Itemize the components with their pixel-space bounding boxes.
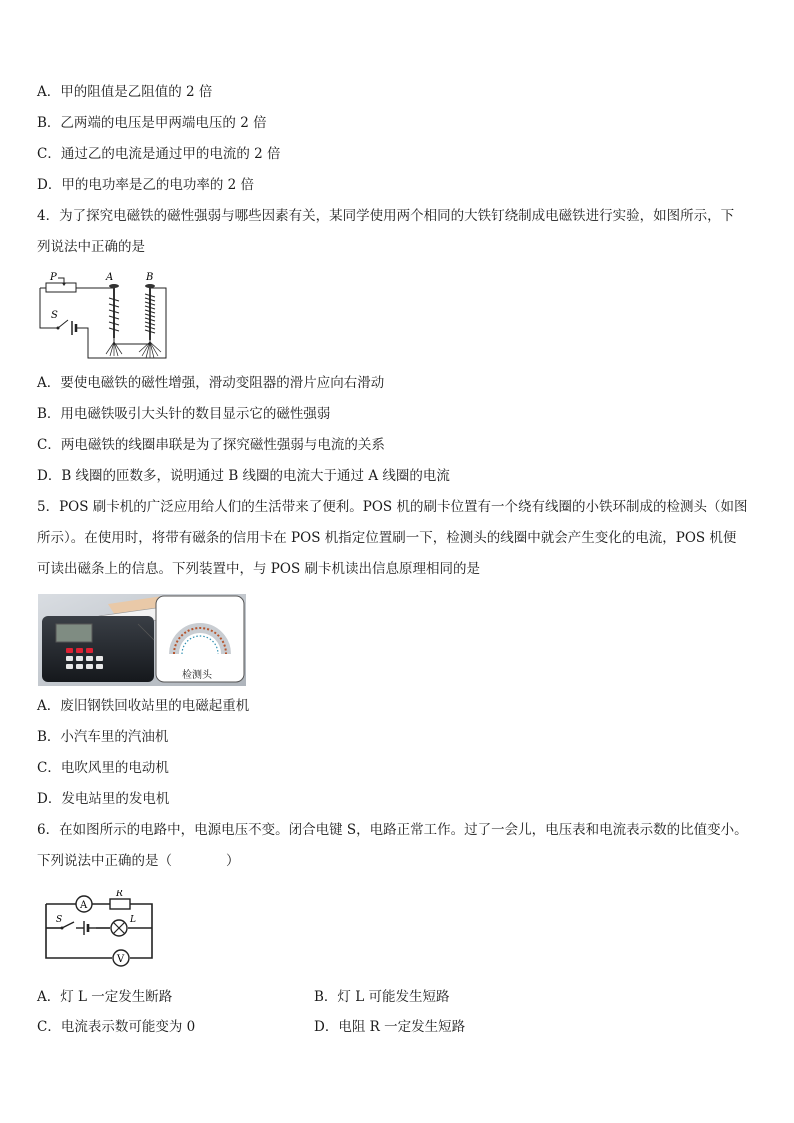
- label-lamp: L: [130, 915, 136, 925]
- label-s: S: [51, 310, 58, 321]
- q5-option-d: D．发电站里的发电机: [37, 791, 170, 807]
- resistor: [110, 899, 130, 909]
- label-p: P: [50, 272, 57, 283]
- electromagnet-a: [106, 284, 122, 356]
- q6-stem-line1: 6．在如图所示的电路中，电源电压不变。闭合电键 S，电路正常工作。过了一会儿，电压表和电流表示数的比值变小。: [37, 822, 748, 838]
- q6-circuit-figure: [40, 890, 160, 970]
- q5-option-a: A．废旧钢铁回收站里的电磁起重机: [37, 698, 250, 714]
- q6-option-b: B．灯 L 可能发生短路: [314, 989, 450, 1005]
- q5-stem-line2: 所示）。在使用时，将带有磁条的信用卡在 POS 机指定位置刷一下，检测头的线圈中就会产生变化的电流，POS 机便: [37, 530, 737, 546]
- detection-head-caption: 检测头: [182, 670, 212, 681]
- q5-option-b: B．小汽车里的汽油机: [37, 729, 169, 745]
- q5-stem-line3: 可读出磁条上的信息。下列装置中，与 POS 刷卡机读出信息原理相同的是: [37, 561, 480, 577]
- q4-option-b: B．用电磁铁吸引大头针的数目显示它的磁性强弱: [37, 406, 331, 422]
- label-voltmeter: V: [117, 954, 125, 965]
- q6-option-a: A．灯 L 一定发生断路: [37, 989, 173, 1005]
- label-b: B: [146, 272, 154, 283]
- q3-option-b: B．乙两端的电压是甲两端电压的 2 倍: [37, 115, 267, 131]
- q5-option-c: C．电吹风里的电动机: [37, 760, 169, 776]
- label-a: A: [106, 272, 114, 283]
- q6-stem-line2: 下列说法中正确的是（ ）: [37, 853, 240, 869]
- q5-stem-line1: 5．POS 刷卡机的广泛应用给人们的生活带来了便利。POS 机的刷卡位置有一个绕有线圈的小铁环制成的检测头（如图: [37, 499, 748, 515]
- q4-electromagnet-figure: [36, 268, 171, 362]
- q6-option-d: D．电阻 R 一定发生短路: [314, 1019, 466, 1035]
- q4-stem-line2: 列说法中正确的是: [37, 239, 145, 255]
- label-resistor: R: [116, 890, 123, 899]
- q4-option-c: C．两电磁铁的线圈串联是为了探究磁性强弱与电流的关系: [37, 437, 385, 453]
- q4-option-d: D．B 线圈的匝数多，说明通过 B 线圈的电流大于通过 A 线圈的电流: [37, 468, 450, 484]
- q3-option-a: A．甲的阻值是乙阻值的 2 倍: [37, 84, 213, 100]
- q6-option-c: C．电流表示数可能变为 0: [37, 1019, 196, 1035]
- q3-option-c: C．通过乙的电流是通过甲的电流的 2 倍: [37, 146, 281, 162]
- pos-machine-photo: [38, 594, 246, 686]
- q4-option-a: A．要使电磁铁的磁性增强，滑动变阻器的滑片应向右滑动: [37, 375, 385, 391]
- label-ammeter: A: [80, 900, 88, 911]
- q4-stem-line1: 4．为了探究电磁铁的磁性强弱与哪些因素有关，某同学使用两个相同的大铁钉绕制成电磁铁进行实验，如图所示，下: [37, 208, 735, 224]
- electromagnet-b: [139, 284, 161, 358]
- q3-option-d: D．甲的电功率是乙的电功率的 2 倍: [37, 177, 254, 193]
- label-switch: S: [56, 915, 63, 925]
- rheostat: [46, 283, 76, 292]
